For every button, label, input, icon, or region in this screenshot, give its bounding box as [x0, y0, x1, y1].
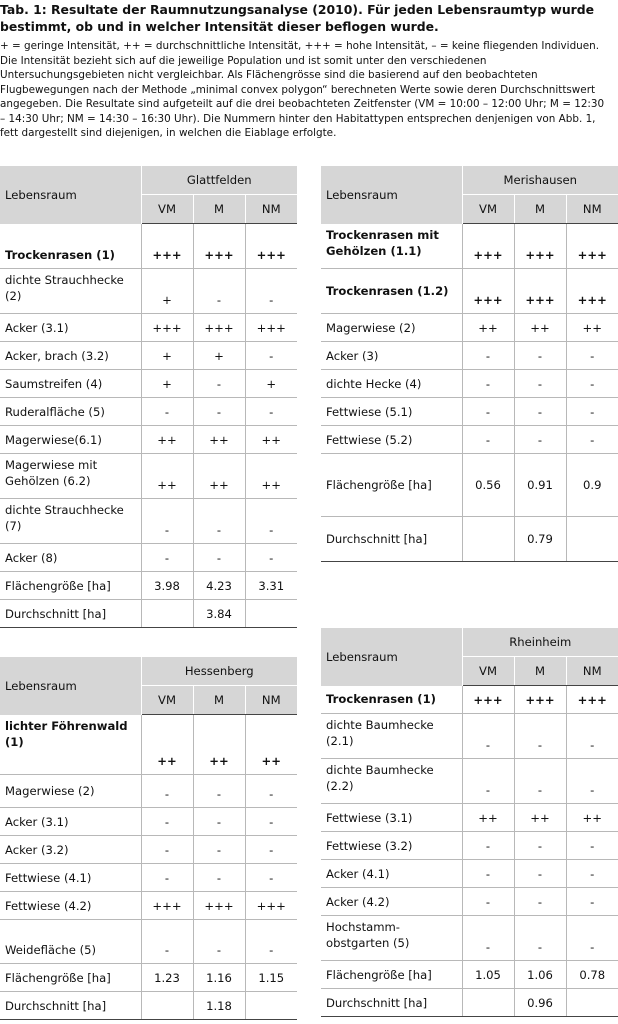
- caption-title: Tab. 1: Resultate der Raumnutzungsanalyse (2010). Für jeden Lebensraumtyp wurde bestimmt, ob und in welcher Intensität dieser beflogen wurde.: [0, 2, 595, 34]
- table-row: Flächengröße [ha] 0.56 0.91 0.9: [321, 454, 618, 517]
- site-name: Rheinheim: [462, 628, 618, 657]
- table-row: Magerwiese(6.1) ++ ++ ++: [0, 426, 297, 454]
- table-row: dichte Baumhecke (2.1) - - -: [321, 714, 618, 759]
- col-vm: VM: [141, 686, 193, 715]
- table-row: Acker, brach (3.2) + + -: [0, 342, 297, 370]
- col-nm: NM: [245, 195, 297, 224]
- table-row: Ruderalfläche (5) - - -: [0, 398, 297, 426]
- table-row: Acker (8) - - -: [0, 544, 297, 572]
- col-vm: VM: [462, 195, 514, 224]
- table-row: Durchschnitt [ha] 1.18: [0, 992, 297, 1020]
- table-row: lichter Föhrenwald (1) ++ ++ ++: [0, 715, 297, 775]
- table-row: Acker (3.2) - - -: [0, 836, 297, 864]
- col-m: M: [514, 195, 566, 224]
- col-nm: NM: [245, 686, 297, 715]
- table-row: Hochstamm-obstgarten (5) - - -: [321, 916, 618, 961]
- table-row: Magerwiese (2) - - -: [0, 775, 297, 808]
- table-row: Durchschnitt [ha] 0.79: [321, 517, 618, 562]
- table-row: Fettwiese (5.1) - - -: [321, 398, 618, 426]
- table-row: Acker (4.1) - - -: [321, 860, 618, 888]
- table-row: Durchschnitt [ha] 0.96: [321, 989, 618, 1017]
- site-name: Merishausen: [462, 166, 618, 195]
- table-row: Fettwiese (3.1) ++ ++ ++: [321, 804, 618, 832]
- table-row: Trockenrasen (1) +++ +++ +++: [321, 686, 618, 714]
- table-row: dichte Hecke (4) - - -: [321, 370, 618, 398]
- col-vm: VM: [462, 657, 514, 686]
- table-row: Fettwiese (3.2) - - -: [321, 832, 618, 860]
- caption-note: + = geringe Intensität, ++ = durchschnittliche Intensität, +++ = hohe Intensität, – = keine fliegenden Individuen. Die Intensität bezieht sich auf die jeweilige Population und ist somit unter den verschiedenen Untersuchungsgebieten nicht vergleichbar. Als Flächengrösse sind die basierend auf den beobachteten Flugbewegungen nach der Methode „minimal convex polygon“ berechneten Werte sowie deren Durchschnittswert angegeben. Die Resultate sind aufgeteilt auf die drei beobachteten Zeitfenster (VM = 10:00 – 12:00 Uhr; M = 12:30 – 14:30 Uhr; NM = 14:30 – 16:30 Uhr). Die Nummern hinter den Habitattypen entsprechen denjenigen von Abb. 1, fett dargestellt sind diejenigen, in welchen die Eiablage erfolgte.: [0, 40, 605, 139]
- table-row: Acker (3.1) - - -: [0, 808, 297, 836]
- table-row: Magerwiese mit Gehölzen (6.2) ++ ++ ++: [0, 454, 297, 499]
- table-glattfelden: [0, 166, 297, 628]
- table-row: Trockenrasen mit Gehölzen (1.1) +++ +++ +++: [321, 224, 618, 269]
- col-nm: NM: [566, 657, 618, 686]
- table-row: Acker (4.2) - - -: [321, 888, 618, 916]
- table-row: dichte Baumhecke (2.2) - - -: [321, 759, 618, 804]
- table-row: Flächengröße [ha] 3.98 4.23 3.31: [0, 572, 297, 600]
- table-hessenberg: [0, 657, 297, 1020]
- site-name: Hessenberg: [141, 657, 297, 686]
- table-row: Trockenrasen (1.2) +++ +++ +++: [321, 269, 618, 314]
- table-row: Acker (3.1) +++ +++ +++: [0, 314, 297, 342]
- table-row: Magerwiese (2) ++ ++ ++: [321, 314, 618, 342]
- table-rheinheim: [321, 628, 618, 1017]
- table-row: Acker (3) - - -: [321, 342, 618, 370]
- col-m: M: [514, 657, 566, 686]
- table-row: Trockenrasen (1) +++ +++ +++: [0, 224, 297, 269]
- header-lebensraum: Lebensraum: [321, 166, 462, 224]
- site-name: Glattfelden: [141, 166, 297, 195]
- table-row: Weidefläche (5) - - -: [0, 920, 297, 964]
- table-row: dichte Strauchhecke (2) + - -: [0, 269, 297, 314]
- header-lebensraum: Lebensraum: [321, 628, 462, 686]
- table-row: Fettwiese (4.2) +++ +++ +++: [0, 892, 297, 920]
- col-m: M: [193, 686, 245, 715]
- header-lebensraum: Lebensraum: [0, 166, 141, 224]
- table-row: Fettwiese (4.1) - - -: [0, 864, 297, 892]
- col-m: M: [193, 195, 245, 224]
- table-row: Flächengröße [ha] 1.05 1.06 0.78: [321, 961, 618, 989]
- header-lebensraum: Lebensraum: [0, 657, 141, 715]
- col-vm: VM: [141, 195, 193, 224]
- table-merishausen: [321, 166, 618, 562]
- table-row: Durchschnitt [ha] 3.84: [0, 600, 297, 628]
- table-row: dichte Strauchhecke (7) - - -: [0, 499, 297, 544]
- col-nm: NM: [566, 195, 618, 224]
- table-caption: [0, 1, 612, 141]
- table-row: Flächengröße [ha] 1.23 1.16 1.15: [0, 964, 297, 992]
- table-row: Saumstreifen (4) + - +: [0, 370, 297, 398]
- table-row: Fettwiese (5.2) - - -: [321, 426, 618, 454]
